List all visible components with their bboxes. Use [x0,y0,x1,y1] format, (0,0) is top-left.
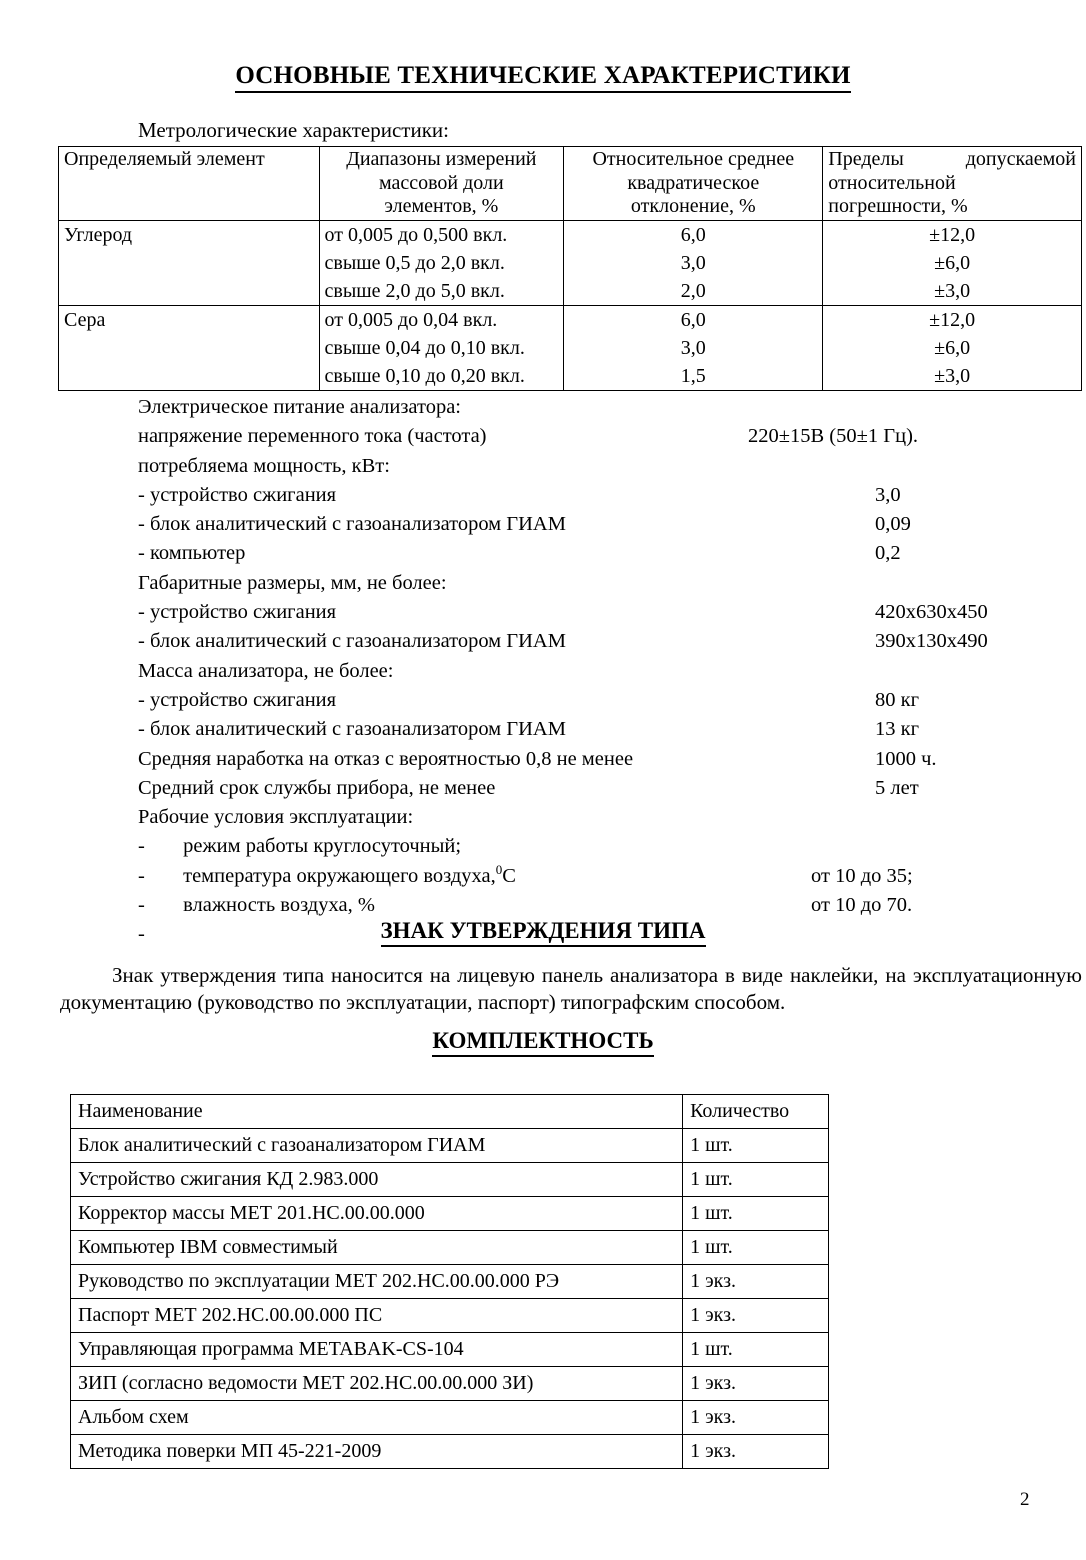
dash-bullet-icon: - [138,923,145,946]
page-title [0,62,1086,90]
spec-dimensions-combustion: - устройство сжигания 420х630х450 [138,598,1038,627]
dash-bullet-icon: - [138,864,145,887]
cell-item-name: Руководство по эксплуатации МЕТ 202.НС.00.00.000 РЭ [71,1265,683,1299]
cell-rsd: 3,0 [564,334,823,362]
cell-element-continuation [59,249,320,277]
spec-consumption-combustion: - устройство сжигания 3,0 [138,481,1038,510]
cell-element: Сера [59,305,320,334]
cell-item-name: Устройство сжигания КД 2.983.000 [71,1163,683,1197]
cell-element: Углерод [59,220,320,249]
table-row [71,1299,829,1333]
metrological-table-caption: Метрологические характеристики: [138,118,449,142]
spec-dimensions-header: Габаритные размеры, мм, не более: [138,571,447,594]
table-row [71,1163,829,1197]
type-approval-paragraph: Знак утверждения типа наносится на лицевую панель анализатора в виде наклейки, на эксплуатационную документацию (руководство по эксплуатации, паспорт) типографским способом. [60,963,1082,1014]
table-row [71,1265,829,1299]
spec-mtbf: Средняя наработка на отказ с вероятностью 0,8 не менее 1000 ч. [138,745,1038,774]
dash-bullet-icon: - [138,835,145,858]
completeness-table [70,1094,829,1469]
cell-error: ±6,0 [823,249,1082,277]
table-row [71,1333,829,1367]
cell-range: от 0,005 до 0,500 вкл. [319,220,564,249]
cell-item-qty: 1 экз. [683,1299,829,1333]
spec-value: 80 кг [875,688,919,711]
cell-rsd: 6,0 [564,220,823,249]
cell-error: ±12,0 [823,305,1082,334]
spec-dimensions-analytical: - блок аналитический с газоанализатором ГИАМ 390х130х490 [138,627,1038,656]
cell-item-qty: 1 шт. [683,1197,829,1231]
column-header-error: Пределы допускаемой относительной погрешности, % [823,147,1082,221]
column-header-range: Диапазоны измерений массовой доли элементов, % [319,147,564,221]
cell-rsd: 1,5 [564,362,823,391]
technical-specifications-list [138,393,1038,950]
cell-element-continuation [59,334,320,362]
spec-temperature-value: от 10 до 35; [811,864,913,887]
spec-mtbf-value: 1000 ч. [875,747,937,770]
table-header-row [59,147,1082,221]
cell-error: ±6,0 [823,334,1082,362]
table-row [71,1435,829,1469]
cell-item-qty: 1 экз. [683,1367,829,1401]
cell-item-qty: 1 шт. [683,1333,829,1367]
cell-item-name: Альбом схем [71,1401,683,1435]
cell-item-name: Паспорт МЕТ 202.НС.00.00.000 ПС [71,1299,683,1333]
table-row [59,305,1082,334]
table-row [59,277,1082,306]
cell-error: ±3,0 [823,362,1082,391]
table-row [71,1367,829,1401]
cell-element-continuation [59,362,320,391]
dash-bullet-icon: - [138,894,145,917]
cell-range: свыше 0,5 до 2,0 вкл. [319,249,564,277]
cell-item-name: Корректор массы МЕТ 201.НС.00.00.000 [71,1197,683,1231]
cell-item-qty: 1 шт. [683,1231,829,1265]
table-row [59,362,1082,391]
cell-rsd: 2,0 [564,277,823,306]
table-row [59,220,1082,249]
section-title-completeness [0,1028,1086,1054]
cell-error: ±3,0 [823,277,1082,306]
spec-power-header: Электрическое питание анализатора: [138,396,461,418]
cell-item-name: Блок аналитический с газоанализатором ГИАМ [71,1129,683,1163]
spec-consumption-header: потребляема мощность, кВт: [138,454,390,477]
spec-condition-humidity: - влажность воздуха, % от 10 до 70. [138,891,1038,920]
spec-value: 3,0 [875,483,901,506]
column-header-element: Определяемый элемент [59,147,320,221]
table-row [71,1231,829,1265]
spec-value: 390х130х490 [875,630,988,653]
cell-range: свыше 0,04 до 0,10 вкл. [319,334,564,362]
temperature-unit: С [502,864,516,887]
table-row [59,249,1082,277]
table-row [71,1197,829,1231]
cell-item-name: ЗИП (согласно ведомости МЕТ 202.НС.00.00.000 ЗИ) [71,1367,683,1401]
spec-consumption-computer: - компьютер 0,2 [138,539,1038,568]
spec-consumption-analytical: - блок аналитический с газоанализатором ГИАМ 0,09 [138,510,1038,539]
page-title-text: ОСНОВНЫЕ ТЕХНИЧЕСКИЕ ХАРАКТЕРИСТИКИ [235,62,850,93]
cell-item-qty: 1 шт. [683,1129,829,1163]
spec-condition-temperature: - температура окружающего воздуха,$^0$С от 10 до 35; [138,862,1038,891]
cell-rsd: 3,0 [564,249,823,277]
section-title-type-approval-text: ЗНАК УТВЕРЖДЕНИЯ ТИПА [381,918,706,947]
spec-value: 13 кг [875,718,919,741]
spec-lifetime: Средний срок службы прибора, не менее 5 лет [138,774,1038,803]
cell-range: от 0,005 до 0,04 вкл. [319,305,564,334]
spec-value: 0,2 [875,542,901,565]
degree-superscript: 0 [495,861,503,877]
spec-mass-combustion: - устройство сжигания 80 кг [138,686,1038,715]
cell-item-name: Компьютер IBM совместимый [71,1231,683,1265]
section-title-type-approval [0,918,1086,944]
spec-voltage-value: 220±15В (50±1 Гц). [748,425,919,448]
metrological-characteristics-table [58,146,1082,391]
section-title-completeness-text: КОМПЛЕКТНОСТЬ [432,1028,653,1057]
spec-conditions-header: Рабочие условия эксплуатации: [138,806,414,829]
cell-rsd: 6,0 [564,305,823,334]
cell-item-name: Управляющая программа METABAK-CS-104 [71,1333,683,1367]
column-header-qty: Количество [683,1095,829,1129]
spec-lifetime-value: 5 лет [875,776,919,799]
spec-mass-analytical: - блок аналитический с газоанализатором ГИАМ 13 кг [138,715,1038,744]
page-number: 2 [1020,1489,1030,1510]
table-header-row [71,1095,829,1129]
spec-voltage: напряжение переменного тока (частота) 220±15В (50±1 Гц). [138,422,1038,451]
cell-range: свыше 2,0 до 5,0 вкл. [319,277,564,306]
spec-condition-duty-cycle: - режим работы круглосуточный; [138,832,1038,861]
spec-value: 0,09 [875,513,911,536]
spec-humidity-value: от 10 до 70. [811,894,913,917]
table-row [71,1401,829,1435]
cell-error: ±12,0 [823,220,1082,249]
cell-element-continuation [59,277,320,306]
spec-value: 420х630х450 [875,601,988,624]
column-header-name: Наименование [71,1095,683,1129]
cell-item-name: Методика поверки МП 45-221-2009 [71,1435,683,1469]
column-header-rsd: Относительное среднее квадратическое отклонение, % [564,147,823,221]
cell-item-qty: 1 шт. [683,1163,829,1197]
cell-item-qty: 1 экз. [683,1435,829,1469]
cell-item-qty: 1 экз. [683,1401,829,1435]
cell-item-qty: 1 экз. [683,1265,829,1299]
table-row [71,1129,829,1163]
cell-range: свыше 0,10 до 0,20 вкл. [319,362,564,391]
spec-mass-header: Масса анализатора, не более: [138,659,394,682]
table-row [59,334,1082,362]
